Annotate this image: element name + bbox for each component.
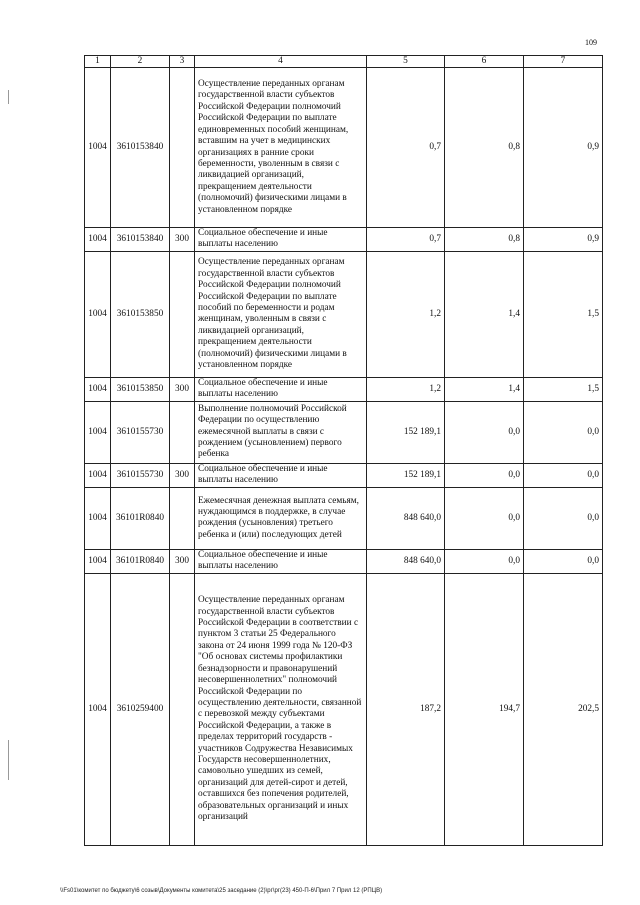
column-header: 6	[445, 56, 524, 68]
expense-type-cell: 300	[170, 549, 195, 573]
expense-type-cell	[170, 68, 195, 228]
description-cell: Осуществление переданных органам государственной власти субъектов Российской Федерации полномочий Российской Федерации по выплате пособий по беременности и родам женщинам, уволенным в связи с ликвидацией организаций, прекращением деятельности (полномочий) физическими лицами в установленном порядке	[195, 251, 367, 377]
expense-type-cell: 300	[170, 377, 195, 401]
value-col7: 0,0	[524, 549, 603, 573]
value-col7: 0,9	[524, 68, 603, 228]
header-row	[85, 56, 603, 68]
column-header: 3	[170, 56, 195, 68]
expense-type-cell	[170, 573, 195, 845]
description-cell: Осуществление переданных органам государственной власти субъектов Российской Федерации в соответствии с пунктом 3 статьи 25 Федерального закона от 24 июня 1999 года № 120-ФЗ "Об основах системы профилактики безнадзорности и правонарушений несовершеннолетних" полномочий Российской Федерации по осуществлению деятельности, связанной с перевозкой между субъектами Российской Федерации, а также в пределах территорий государств - участников Содружества Независимых Государств несовершеннолетних, самовольно ушедших из семей, организаций для детей-сирот и детей, оставшихся без попечения родителей, образовательных организаций и иных организаций	[195, 573, 367, 845]
value-col6: 1,4	[445, 251, 524, 377]
column-header: 7	[524, 56, 603, 68]
expense-type-cell: 300	[170, 228, 195, 252]
description-cell: Социальное обеспечение и иные выплаты населению	[195, 549, 367, 573]
table-row	[85, 401, 603, 463]
value-col5: 187,2	[367, 573, 445, 845]
value-col7: 0,0	[524, 463, 603, 487]
table-row	[85, 228, 603, 252]
value-col6: 0,0	[445, 401, 524, 463]
value-col5: 1,2	[367, 377, 445, 401]
value-col6: 0,0	[445, 463, 524, 487]
section-cell: 1004	[85, 487, 111, 549]
target-code-cell: 3610259400	[111, 573, 170, 845]
value-col5: 152 189,1	[367, 401, 445, 463]
value-col5: 152 189,1	[367, 463, 445, 487]
section-cell: 1004	[85, 228, 111, 252]
value-col7: 202,5	[524, 573, 603, 845]
value-col7: 1,5	[524, 251, 603, 377]
description-cell: Осуществление переданных органам государственной власти субъектов Российской Федерации полномочий Российской Федерации по выплате единовременных пособий женщинам, вставшим на учет в медицинских организациях в ранние сроки беременности, уволенным в связи с ликвидацией организаций, прекращением деятельности (полномочий) физическими лицами в установленном порядке	[195, 68, 367, 228]
value-col7: 0,0	[524, 401, 603, 463]
value-col6: 0,8	[445, 68, 524, 228]
target-code-cell: 3610153840	[111, 68, 170, 228]
value-col5: 848 640,0	[367, 487, 445, 549]
expense-type-cell: 300	[170, 463, 195, 487]
footer-file-path: \\Fs01\комитет по бюджету\6 созыв\Документы комитета\25 заседание (2)\рг\рг(23) 450-П-6\Прил 7 Прил 12 (РПЦВ)	[60, 888, 383, 894]
section-cell: 1004	[85, 377, 111, 401]
target-code-cell: 3610153850	[111, 377, 170, 401]
section-cell: 1004	[85, 401, 111, 463]
table-row	[85, 463, 603, 487]
section-cell: 1004	[85, 573, 111, 845]
page-number: 109	[585, 38, 597, 47]
target-code-cell: 36101R0840	[111, 487, 170, 549]
table-row	[85, 549, 603, 573]
value-col7: 0,0	[524, 487, 603, 549]
value-col6: 0,0	[445, 487, 524, 549]
expense-type-cell	[170, 401, 195, 463]
description-cell: Социальное обеспечение и иные выплаты населению	[195, 377, 367, 401]
expense-type-cell	[170, 251, 195, 377]
table-row	[85, 251, 603, 377]
section-cell: 1004	[85, 463, 111, 487]
value-col7: 0,9	[524, 228, 603, 252]
value-col5: 0,7	[367, 228, 445, 252]
scan-mark	[8, 740, 9, 780]
table-row	[85, 68, 603, 228]
description-cell: Выполнение полномочий Российской Федерации по осуществлению ежемесячной выплаты в связи с рождением (усыновлением) первого ребенка	[195, 401, 367, 463]
table-row	[85, 487, 603, 549]
value-col5: 0,7	[367, 68, 445, 228]
value-col6: 1,4	[445, 377, 524, 401]
value-col6: 0,0	[445, 549, 524, 573]
description-cell: Социальное обеспечение и иные выплаты населению	[195, 463, 367, 487]
target-code-cell: 3610155730	[111, 401, 170, 463]
value-col6: 0,8	[445, 228, 524, 252]
target-code-cell: 3610155730	[111, 463, 170, 487]
section-cell: 1004	[85, 68, 111, 228]
column-header: 4	[195, 56, 367, 68]
value-col5: 848 640,0	[367, 549, 445, 573]
column-header: 1	[85, 56, 111, 68]
description-cell: Социальное обеспечение и иные выплаты населению	[195, 228, 367, 252]
value-col7: 1,5	[524, 377, 603, 401]
column-header: 2	[111, 56, 170, 68]
column-header: 5	[367, 56, 445, 68]
table-row	[85, 573, 603, 845]
target-code-cell: 3610153840	[111, 228, 170, 252]
section-cell: 1004	[85, 251, 111, 377]
description-cell: Ежемесячная денежная выплата семьям, нуждающимся в поддержке, в случае рождения (усыновления) третьего ребенка и (или) последующих детей	[195, 487, 367, 549]
value-col5: 1,2	[367, 251, 445, 377]
budget-table	[84, 55, 603, 846]
target-code-cell: 36101R0840	[111, 549, 170, 573]
target-code-cell: 3610153850	[111, 251, 170, 377]
section-cell: 1004	[85, 549, 111, 573]
scan-mark	[8, 90, 9, 104]
table-row	[85, 377, 603, 401]
value-col6: 194,7	[445, 573, 524, 845]
expense-type-cell	[170, 487, 195, 549]
